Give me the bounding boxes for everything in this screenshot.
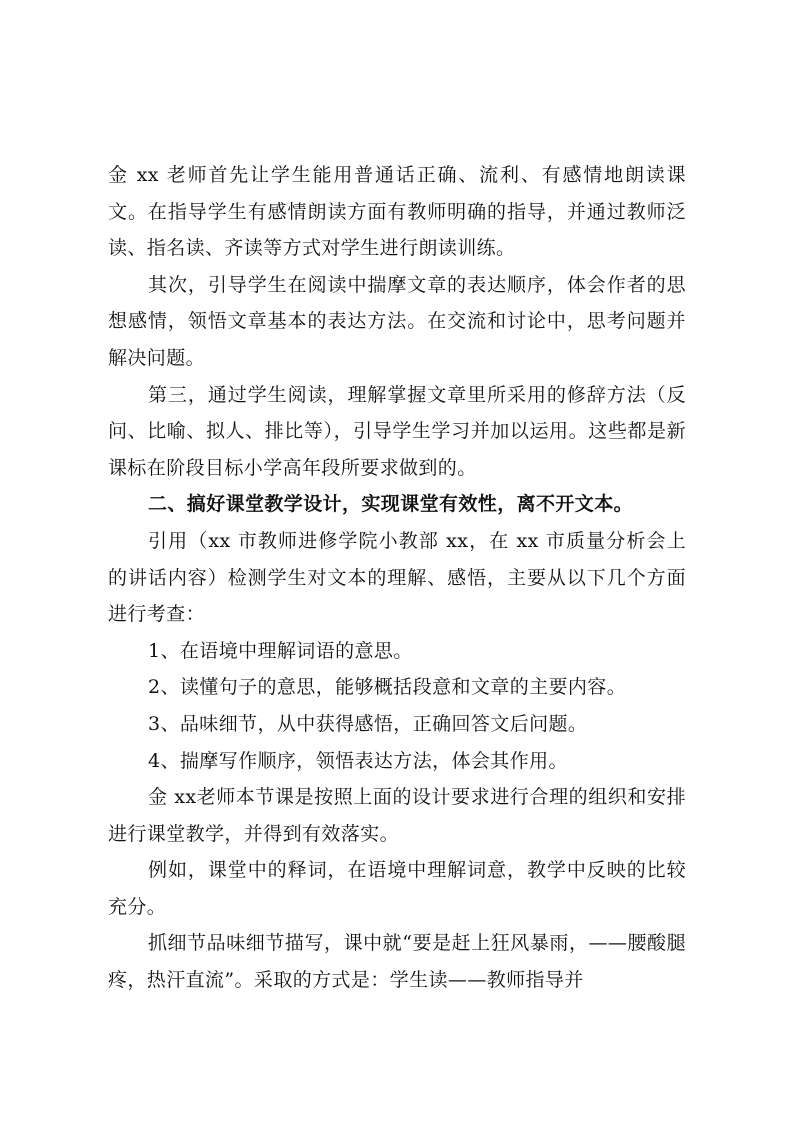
paragraph-reading-guidance: 金 xx 老师首先让学生能用普通话正确、流利、有感情地朗读课文。在指导学生有感情朗读方面有教师明确的指导，并通过教师泛读、指名读、齐读等方式对学生进行朗读训练。 — [108, 164, 686, 260]
paragraph-second-point: 其次，引导学生在阅读中揣摩文章的表达顺序，体会作者的思想感情，领悟文章基本的表达方法。在交流和讨论中，思考问题并解决问题。 — [108, 273, 686, 369]
paragraph-third-point: 第三，通过学生阅读，理解掌握文章里所采用的修辞方法（反问、比喻、拟人、排比等），引导学生学习并加以运用。这些都是新课标在阶段目标小学高年段所要求做到的。 — [108, 383, 686, 479]
paragraph-example: 例如，课堂中的释词，在语境中理解词意，教学中反映的比较充分。 — [108, 859, 686, 918]
section-heading: 二、搞好课堂教学设计，实现课堂有效性，离不开文本。 — [148, 493, 634, 516]
paragraph-lesson-summary: 金 xx老师本节课是按照上面的设计要求进行合理的组织和安排进行课堂教学，并得到有效落实。 — [108, 786, 686, 845]
list-item-1: 1、在语境中理解词语的意思。 — [148, 639, 413, 662]
paragraph-detail-reading: 抓细节品味细节描写，课中就“要是赶上狂风暴雨，——腰酸腿疼，热汗直流”。采取的方式是：学生读——教师指导并 — [108, 932, 686, 992]
document-page — [108, 157, 686, 999]
list-item-3: 3、品味细节，从中获得感悟，正确回答文后问题。 — [148, 712, 588, 735]
paragraph-citation: 引用（xx 市教师进修学院小教部 xx，在 xx 市质量分析会上的讲话内容）检测学生对文本的理解、感悟，主要从以下几个方面进行考查： — [108, 529, 686, 626]
list-item-2: 2、读懂句子的意思，能够概括段意和文章的主要内容。 — [148, 676, 627, 699]
list-item-4: 4、揣摩写作顺序，领悟表达方法，体会其作用。 — [148, 749, 568, 772]
